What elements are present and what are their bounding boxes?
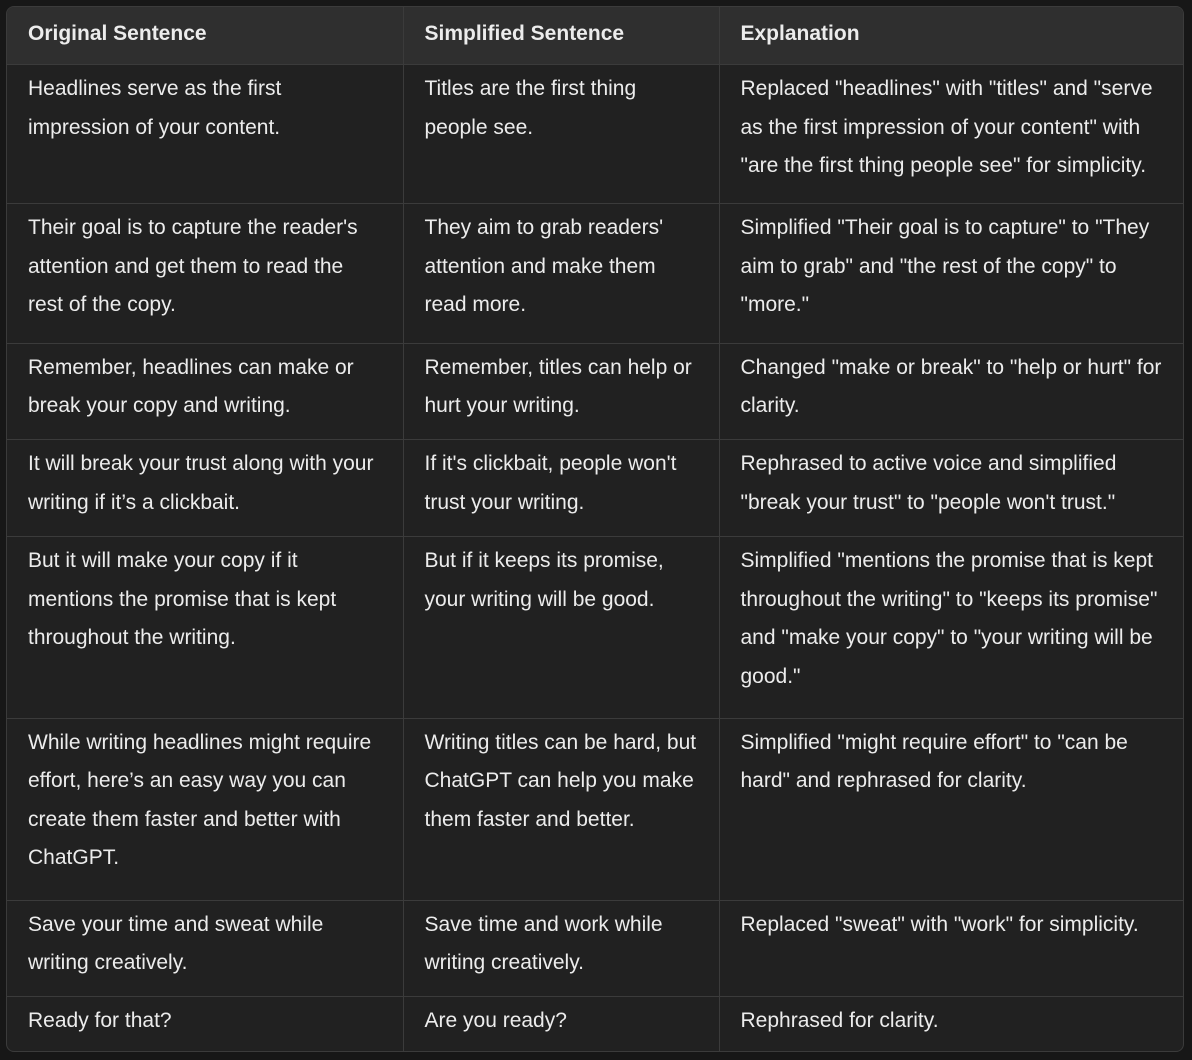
simplified-sentence-cell: Titles are the first thing people see.	[403, 65, 719, 204]
explanation-cell: Replaced "sweat" with "work" for simplicity.	[719, 900, 1183, 997]
original-sentence-cell: It will break your trust along with your writing if it’s a clickbait.	[7, 440, 403, 537]
simplified-sentence-cell: Remember, titles can help or hurt your writing.	[403, 343, 719, 440]
original-sentence-cell: Headlines serve as the first impression of your content.	[7, 65, 403, 204]
explanation-cell: Rephrased to active voice and simplified "break your trust" to "people won't trust."	[719, 440, 1183, 537]
original-sentence-cell: While writing headlines might require effort, here’s an easy way you can create them faster and better with ChatGPT.	[7, 718, 403, 900]
header-original-sentence: Original Sentence	[7, 7, 403, 65]
original-sentence-cell: But it will make your copy if it mentions the promise that is kept throughout the writing.	[7, 537, 403, 719]
header-explanation: Explanation	[719, 7, 1183, 65]
simplified-sentence-cell: They aim to grab readers' attention and make them read more.	[403, 204, 719, 343]
simplified-sentence-cell: If it's clickbait, people won't trust your writing.	[403, 440, 719, 537]
comparison-table	[7, 7, 1183, 1051]
explanation-cell: Simplified "mentions the promise that is kept throughout the writing" to "keeps its promise" and "make your copy" to "your writing will be good."	[719, 537, 1183, 719]
comparison-table-container	[6, 6, 1184, 1052]
explanation-cell: Rephrased for clarity.	[740, 1009, 939, 1033]
table-row	[7, 997, 1183, 1051]
table-row	[7, 718, 1183, 900]
header-simplified-sentence: Simplified Sentence	[403, 7, 719, 65]
simplified-sentence-cell: Save time and work while writing creatively.	[403, 900, 719, 997]
simplified-sentence-cell: But if it keeps its promise, your writing will be good.	[403, 537, 719, 719]
table-header-row	[7, 7, 1183, 65]
original-sentence-cell: Ready for that?	[7, 997, 403, 1051]
simplified-sentence-cell: Are you ready?	[403, 997, 719, 1051]
simplified-sentence-cell: Writing titles can be hard, but ChatGPT can help you make them faster and better.	[403, 718, 719, 900]
original-sentence-cell: Their goal is to capture the reader's attention and get them to read the rest of the copy.	[7, 204, 403, 343]
explanation-cell: Changed "make or break" to "help or hurt" for clarity.	[719, 343, 1183, 440]
table-row	[7, 440, 1183, 537]
original-sentence-cell: Remember, headlines can make or break your copy and writing.	[7, 343, 403, 440]
table-row	[7, 65, 1183, 204]
table-row	[7, 537, 1183, 719]
table-row	[7, 204, 1183, 343]
explanation-cell: Replaced "headlines" with "titles" and "serve as the first impression of your content" with "are the first thing people see" for simplicity.	[719, 65, 1183, 204]
table-row	[7, 343, 1183, 440]
table-row	[7, 900, 1183, 997]
explanation-cell: Simplified "Their goal is to capture" to "They aim to grab" and "the rest of the copy" to "more."	[719, 204, 1183, 343]
original-sentence-cell: Save your time and sweat while writing creatively.	[7, 900, 403, 997]
explanation-cell: Simplified "might require effort" to "can be hard" and rephrased for clarity.	[719, 718, 1183, 900]
